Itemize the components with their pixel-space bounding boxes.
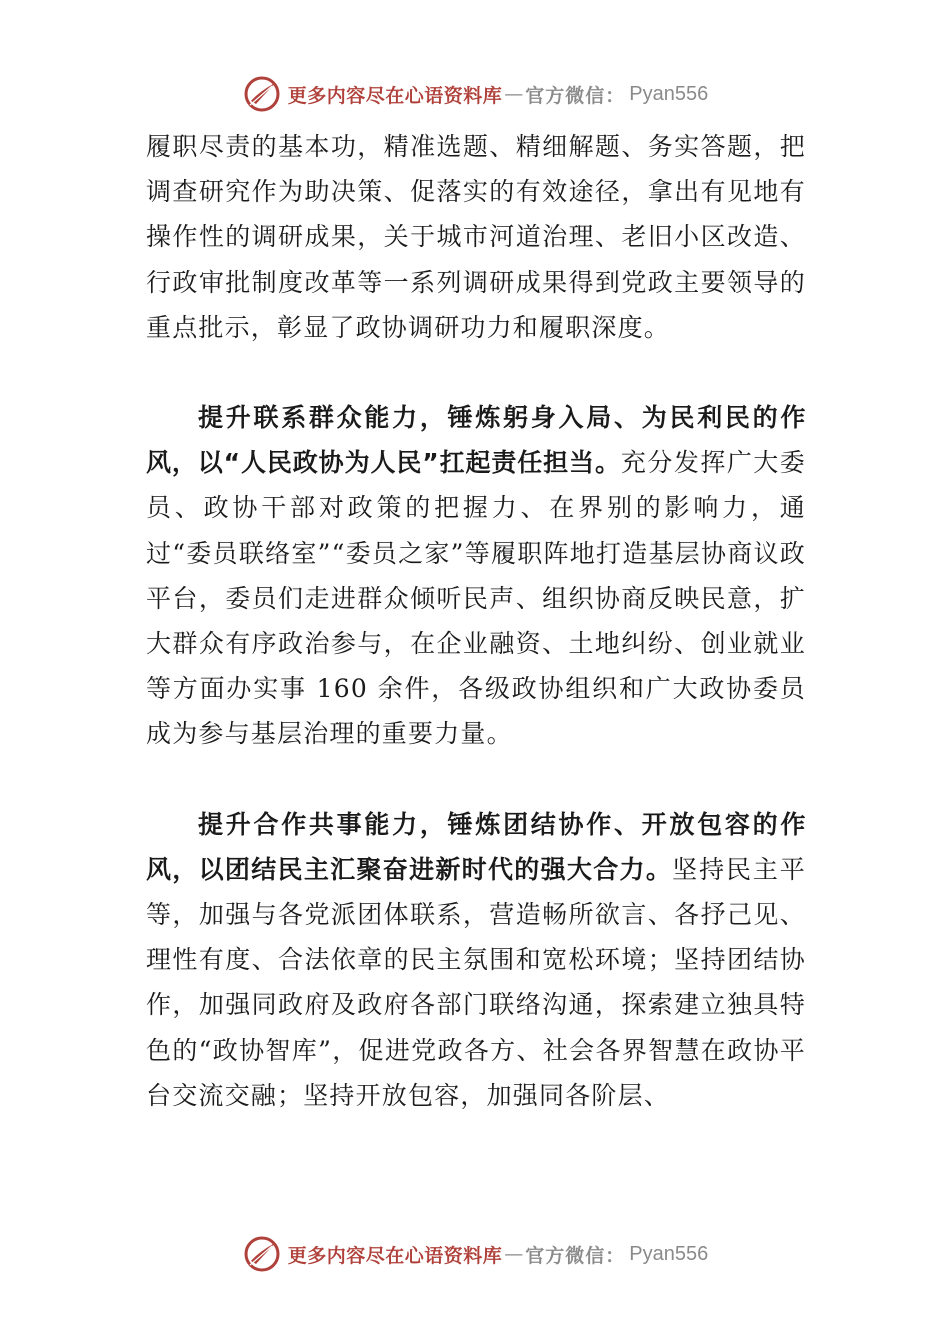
book-quill-logo-icon: [242, 74, 282, 114]
paragraph-cooperation: [146, 802, 806, 1118]
document-body: [146, 124, 806, 1118]
book-quill-logo-icon: [242, 1234, 282, 1274]
paragraph-body-text: 充分发挥广大委员、政协干部对政策的把握力、在界别的影响力，通过“委员联络室”“委员之家”等履职阵地打造基层协商议政平台，委员们走进群众倾听民声、组织协商反映民意，扩大群众有序政治参与，在企业融资、土地纠纷、创业就业等方面办实事 160 余件，各级政协组织和广大政协委员成为参与基层治理的重要力量。: [146, 448, 807, 749]
page-header-banner: [0, 72, 950, 116]
page-footer-banner: [0, 1232, 950, 1276]
footer-wechat-label: 官方微信：: [525, 1244, 626, 1267]
footer-wechat-id: Pyan556: [629, 1242, 709, 1265]
paragraph-lead-heading: 提升联系群众能力，锤炼躬身入局、为民利民的作风，以“人民政协为人民”扛起责任担当。: [146, 403, 806, 478]
paragraph-contact-masses: [146, 395, 806, 757]
header-wechat-label: 官方微信：: [525, 84, 626, 107]
paragraph-continuation: 履职尽责的基本功，精准选题、精细解题、务实答题，把调查研究作为助决策、促落实的有效途径，拿出有见地有操作性的调研成果，关于城市河道治理、老旧小区改造、行政审批制度改革等一系列调研成果得到党政主要领导的重点批示，彰显了政协调研功力和履职深度。: [146, 132, 806, 342]
header-separator: —: [504, 83, 524, 105]
paragraph-body-text: 坚持民主平等，加强与各党派团体联系，营造畅所欲言、各抒己见、理性有度、合法依章的民主氛围和宽松环境；坚持团结协作，加强同政府及政府各部门联络沟通，探索建立独具特色的“政协智库”，促进党政各方、社会各界智慧在政协平台交流交融；坚持开放包容，加强同各阶层、: [146, 854, 806, 1110]
header-brand-text: 更多内容尽在心语资料库: [287, 84, 503, 107]
paragraph-lead-heading: 提升合作共事能力，锤炼团结协作、开放包容的作风，以团结民主汇聚奋进新时代的强大合力。: [146, 809, 806, 884]
header-wechat-id: Pyan556: [629, 82, 709, 105]
footer-separator: —: [504, 1243, 524, 1265]
footer-brand-text: 更多内容尽在心语资料库: [287, 1244, 503, 1267]
